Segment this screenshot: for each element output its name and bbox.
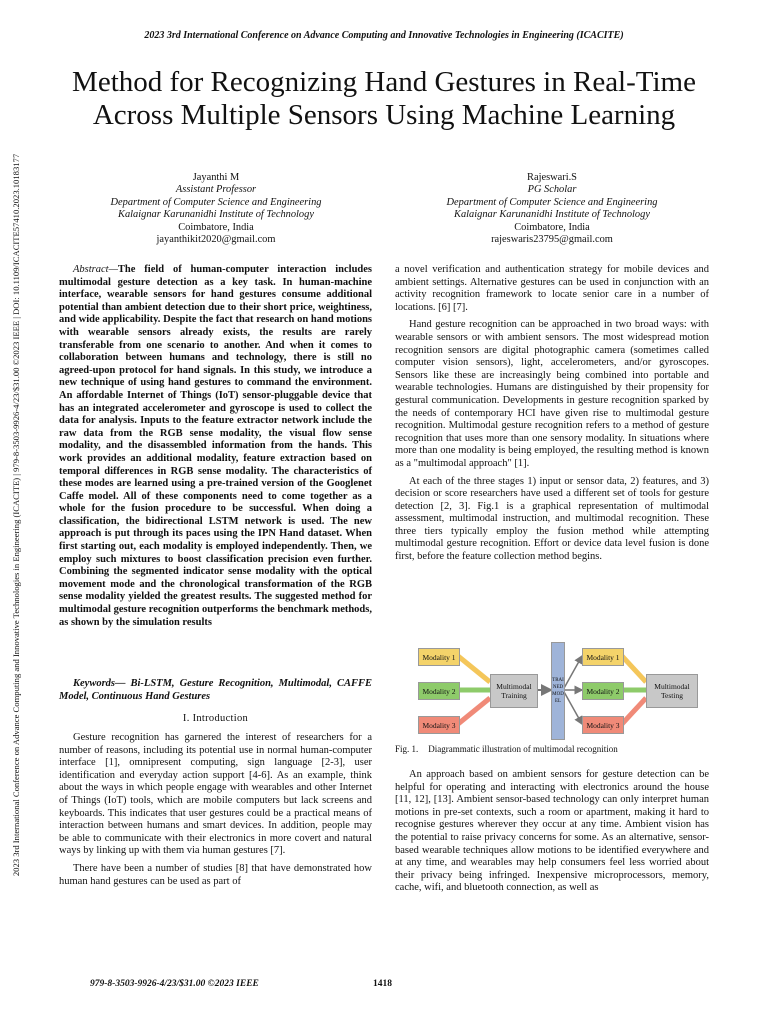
keywords-text: Keywords— Bi-LSTM, Gesture Recognition, Multimodal, CAFFE Model, Continuous Hand Gestures [59, 678, 372, 702]
conference-header: 2023 3rd International Conference on Advance Computing and Innovative Technologies in Engineering (ICACITE) [144, 30, 624, 41]
author-block-2 [402, 172, 702, 246]
doi-sidebar [4, 102, 28, 928]
author-email[interactable]: jayanthikit2020@gmail.com [156, 234, 276, 246]
author-block-1 [66, 172, 366, 246]
author-name: Jayanthi M [192, 172, 240, 183]
modality-1-test-box: Modality 1 [582, 648, 624, 666]
keywords [59, 678, 372, 703]
author-city: Coimbatore, India [514, 221, 590, 233]
right-column-top [395, 264, 709, 564]
figure-1 [418, 642, 708, 740]
page-number: 1418 [373, 979, 392, 989]
abstract-text: The field of human-computer interaction includes multimodal gesture detection as a key task. In human-machine interface, wearable sensors for hand gestures consume additional potential than ambient detection due to their short price, weightiness, and wide applicability. Despite the fact that research on hand motions with wearable sensors already exists, the results are rarely transferable from one scenario to another. And when it comes to collaboration between humans and technology, there is still no agreed-upon protocol for hand signals. In this study, we introduce a new technique of using hand gestures to command the environment. An affordable Internet of Things (IoT) sensor-pluggable device that has an integrated accelerometer and gyroscope is used to collect the data for analysis. Inputs to the feature extractor network include the raw data from the RGB sense modality, the visual flow sense modality, and the disassembled information from the hands. This work provides an additional modality, feature extraction based on temporal differences in RGB sense modality. The characteristics of these modes are learned using a pre-trained version of the Googlenet Caffe model. All of these components need to come together as a whole for the fusion procedure to be successful. When doing a classification, the bidirectional LSTM network is used. The new approach is put through its paces using the IPN Hand dataset. When first starting out, each modality is employed independently. Then, we employ such mixtures to boost classification precision even further. Combining the segmented indicator sense modality with the optical movement mode and the chronological transformation of the RGB sense modality yielded the greatest results. The suggested method for multimodal gesture recognition outperforms the benchmark methods, as shown by the simulation results [59, 264, 372, 628]
author-dept: Department of Computer Science and Engineering [110, 196, 322, 208]
author-inst: Kalaignar Karunanidhi Institute of Technology [454, 209, 650, 221]
abstract-label: Abstract— [73, 264, 118, 275]
author-role: Assistant Professor [175, 184, 257, 196]
arrow-3 [458, 698, 490, 724]
paragraph: At each of the three stages 1) input or sensor data, 2) features, and 3) decision or score researchers have used a different set of tools for gesture detection [2, 3]. Fig.1 is a graphical representation of multimodal assessment, multimodal instruction, and multimodal recognition. These three tiers typically employ the fusion method while attempting multimodal gesture recognition. Effort or device data level fusion is done first, before the feature collection method begins. [395, 475, 709, 563]
modality-3-test-box: Modality 3 [582, 716, 624, 734]
figure-caption-text: Diagrammatic illustration of multimodal recognition [428, 744, 618, 754]
modality-2-box: Modality 2 [418, 682, 460, 700]
modality-3-box: Modality 3 [418, 716, 460, 734]
introduction-body [59, 732, 372, 888]
author-name: Rajeswari.S [527, 172, 577, 183]
doi-sidebar-text: 2023 3rd International Conference on Advance Computing and Innovative Technologies in Engineering (ICACITE) | 979-8-3503-9926-4/23/$31.00 ©2023 IEEE | DOI: 10.1109/ICACITE57410.2023.10183177 [11, 153, 21, 877]
paragraph: a novel verification and authentication strategy for mobile devices and ambient settings. Alternative gestures can be used in conjunction with an activity recognition framework to locate senior care in a number of locations. [6] [7]. [395, 264, 709, 313]
arrow-r1 [563, 656, 582, 690]
author-city: Coimbatore, India [178, 221, 254, 233]
arrow-r3 [563, 690, 582, 724]
author-email[interactable]: rajeswaris23795@gmail.com [491, 234, 613, 246]
figure-caption [395, 744, 709, 754]
section-heading-introduction: I. Introduction [182, 713, 249, 724]
abstract [59, 264, 372, 629]
paragraph: Hand gesture recognition can be approached in two broad ways: with wearable sensors or with ambient sensors. The most widespread motion recognition sensors are digital photographic camera (sometimes called computer vision sensors), light, accelerometers, and/or gyroscopes. Sensors like these are increasingly being combined into portable and wearable technologies. Humans are distinguished by their propensity for gestural communication. Developments in gesture recognition sparked by the needs of contemporary HCI have given rise to multimodal gesture recognition. Multimodal gesture recognition refers to a method of gesture recognition that uses more than one sensory modality. In situations where more than one modality is being employed, the resulting method is known as a "multimodal approach" [1]. [395, 319, 709, 469]
modality-2-test-box: Modality 2 [582, 682, 624, 700]
multimodal-training-box: Multimodal Training [490, 674, 538, 708]
footer-isbn: 979-8-3503-9926-4/23/$31.00 ©2023 IEEE [90, 979, 259, 989]
paper-title: Method for Recognizing Hand Gestures in Real-Time Across Multiple Sensors Using Machine Learning [72, 66, 696, 131]
right-column-bottom [395, 769, 709, 895]
paragraph: Gesture recognition has garnered the interest of researchers for a number of reasons, including its potential use in normal human-computer interface [1], omnipresent computing, sign language [2-3], user identification and everyday action support [4-6]. As an example, think about the ways in which people engage with wearables and other Internet of Things (IoT) tools, which are mobile computers but lack screens and keyboards. This indicates that user gestures could be a practical means of interaction between humans and smart devices. In addition, people may be able to communicate with their electronics in more covert and natural ways by linking up with them via human gestures [7]. [59, 732, 372, 857]
paragraph: An approach based on ambient sensors for gesture detection can be helpful for operating and interacting with electronics around the house [11, 12], [13]. Ambient sensor-based technology can only interpret human motions in pre-set contexts, such a room or apartment, making it hard to recognise gestures wherever they occur at any time. Ambient vision has the potential to raise privacy concerns for some. As an alternative, sensor-based wearable techniques allow motions to be identified everywhere and at any time, and wearables may help consumers feel less worried about their privacy being infringed. Inexpensive microprocessors, memory, cache, wifi, and bluetooth connection, as well as [395, 769, 709, 894]
trained-models-bar: TRAINED MODEL [551, 642, 565, 740]
modality-1-box: Modality 1 [418, 648, 460, 666]
author-dept: Department of Computer Science and Engineering [446, 196, 658, 208]
arrow-r4 [622, 656, 646, 682]
author-role: PG Scholar [527, 184, 577, 196]
author-inst: Kalaignar Karunanidhi Institute of Technology [118, 209, 314, 221]
figure-caption-tag: Fig. 1. [395, 744, 419, 754]
paragraph: There have been a number of studies [8] that have demonstrated how human hand gestures can be used as part of [59, 862, 372, 887]
multimodal-testing-box: Multimodal Testing [646, 674, 698, 708]
arrow-r6 [622, 698, 646, 724]
arrow-1 [458, 656, 490, 682]
